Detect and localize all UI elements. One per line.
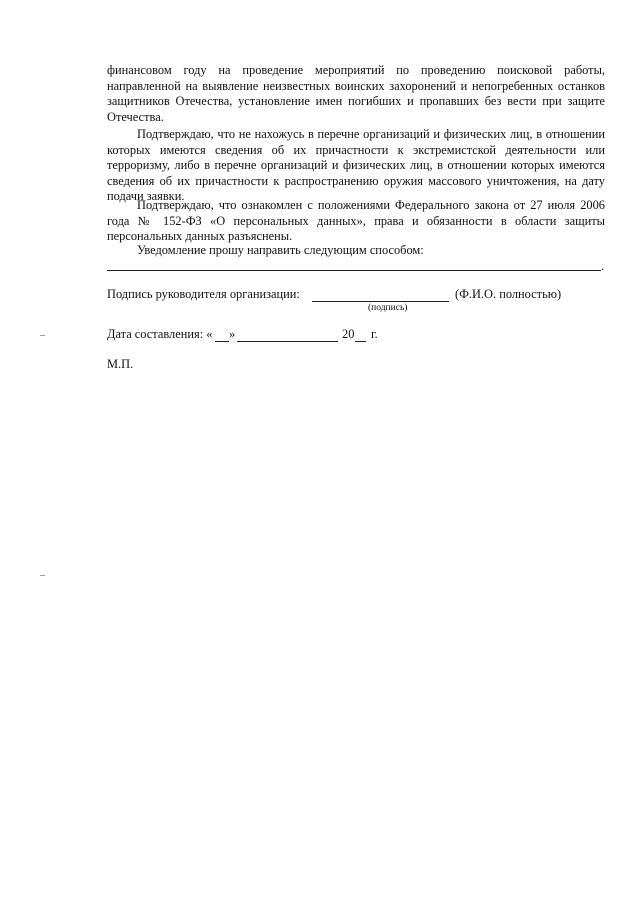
signature-fill-line[interactable] xyxy=(312,301,449,302)
notification-line-end: . xyxy=(601,259,605,273)
signature-sign-hint: (подпись) xyxy=(368,303,408,313)
paragraph-confirmation-lists-text: Подтверждаю, что не нахожусь в перечне организаций и физических лиц, в отношении которых имеются сведения об их причастности к экстремистской деятельности или терроризму, либо в перечне организаций и физических лиц, в отношении которых имеются сведения об их причастности к распространению оружия массового уничтожения, на дату подачи заявки. xyxy=(107,127,605,204)
paragraph-notification xyxy=(107,243,605,259)
date-month-fill-line[interactable] xyxy=(237,341,338,342)
paragraph-funding-text: финансовом году на проведение мероприятий по проведению поисковой работы, направленной на выявление неизвестных воинских захоронений и непогребенных останков защитников Отечества, установление имен погибших и пропавших без вести при защите Отечества. xyxy=(107,63,605,124)
paragraph-funding xyxy=(107,63,605,125)
margin-mark-top: – xyxy=(40,330,45,341)
paragraph-confirmation-lists xyxy=(107,127,605,205)
date-close-quote: » xyxy=(229,327,236,341)
signature-name-hint: (Ф.И.О. полностью) xyxy=(455,287,562,301)
signature-label: Подпись руководителя организации: xyxy=(107,287,300,301)
paragraph-notification-text: Уведомление прошу направить следующим способом: xyxy=(137,243,424,257)
date-year-suffix: г. xyxy=(371,327,378,341)
date-label: Дата составления: « xyxy=(107,327,213,341)
date-year-prefix: 20 xyxy=(342,327,355,341)
paragraph-personal-data-text: Подтверждаю, что ознакомлен с положениями Федерального закона от 27 июля 2006 года № 152-ФЗ «О персональных данных», права и обязанности в области защиты персональных данных разъяснены. xyxy=(107,198,605,244)
paragraph-personal-data xyxy=(107,198,605,245)
date-year-fill-line[interactable] xyxy=(355,341,366,342)
date-day-fill-line[interactable] xyxy=(215,341,229,342)
stamp-mark: М.П. xyxy=(107,357,134,371)
margin-mark-bottom: – xyxy=(40,570,45,581)
notification-fill-line[interactable] xyxy=(107,270,601,271)
